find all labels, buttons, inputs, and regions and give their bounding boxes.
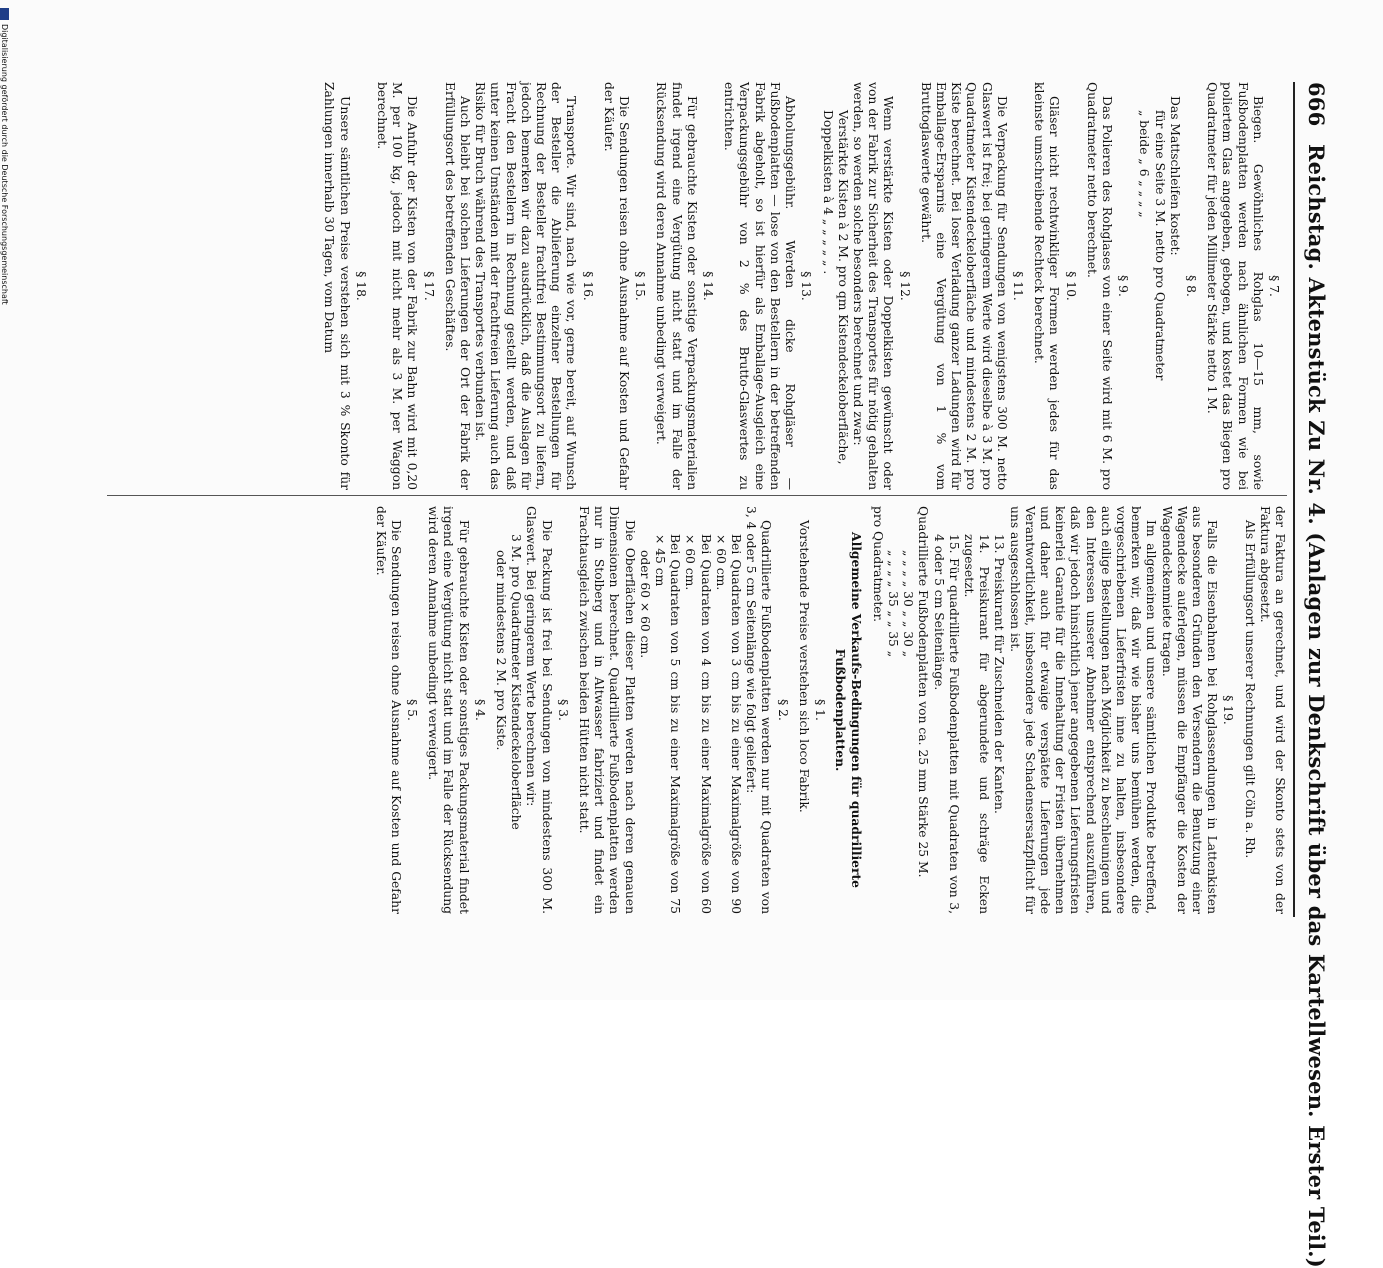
paragraph: Abholungsgebühr. Werden dicke Rohgläser — Fußbodenplatten — lose von den Bestellern in der betreffenden Fabrik abgeholt, so ist hierfür als Emballage-Ausgleich eine Verpackungsgebühr von 2 % des Brutto-Glaswertes zu entrichten. xyxy=(722,82,798,490)
list-line: Bei Quadraten von 4 cm bis zu einer Maximalgröße von 60 × 60 cm. xyxy=(683,534,713,914)
section-label: § 16. xyxy=(580,271,595,301)
list-line: 3 M. pro Quadratmeter Kistendeckeloberfläche xyxy=(509,534,524,830)
price-line: „ „ „ „ 30 „ „ 30 „ xyxy=(901,550,916,658)
section-label: § 14. xyxy=(701,271,716,301)
list-line: oder mindestens 2 M. pro Kiste. xyxy=(494,550,509,751)
paragraph: Falls die Eisenbahnen bei Rohglassendungen in Lattenkisten aus besonderen Gründen den Versendern die Benutzung einer Wagendecke auferlegen, müssen die Empfänger die Kosten der Wagendeckenmiete tragen. xyxy=(1159,506,1220,914)
list-line: Bei Quadraten von 5 cm bis zu einer Maximalgröße von 75 × 45 cm xyxy=(653,534,683,914)
list-item: 13. Preiskurant für Zuschneiden der Kanten. xyxy=(992,534,1007,814)
paragraph: Vorstehende Preise verstehen sich loco Fabrik. xyxy=(796,520,811,813)
section-heading: Allgemeine Verkaufs-Bedingungen für quadrillierte Fußbodenplatten. xyxy=(833,532,864,888)
paragraph: Die Sendungen reisen ohne Ausnahme auf Kosten und Gefahr der Käufer. xyxy=(601,82,632,490)
price-line: Quadrillierte Fußbodenplatten von ca. 25 mm Stärke 25 M. xyxy=(916,506,931,878)
paragraph: Wenn verstärkte Kisten oder Doppelkisten gewünscht oder von der Fabrik zur Sicherheit des Transportes für nötig gehalten werden, so werden solche besonders berechnet und zwar: xyxy=(850,82,896,490)
paragraph: Im allgemeinen und unsere sämtlichen Produkte betreffend, bemerken wir, daß wir wie bisher uns bemühen werden, die vorgeschriebenen Lieferfristen inne zu halten, insbesondere auch eilige Bestellungen nach Möglichkeit zu beschleunigen und den Interessen unserer Abnehmer entsprechend auszuführen, daß wir jedoch hinsichtlich jener angegebenen Lieferungsfristen keinerlei Garantie für die Innehaltung der Fristen übernehmen und daher auch für etwaige verspätete Lieferungen jede Verantwortlichkeit, insbesondere jede Schadensersatzpflicht für uns ausgeschlossen ist. xyxy=(1007,506,1159,914)
paragraph: Die Anfuhr der Kisten von der Fabrik zur Bahn wird mit 0,20 M. per 100 kg, jedoch mit nicht mehr als 3 M. per Waggon berechnet. xyxy=(375,82,420,490)
section-label: § 10. xyxy=(1063,271,1078,301)
list-line: „ beide „ 6 „ „ „ „ xyxy=(1137,110,1152,218)
paragraph: Biegen. Gewöhnliches Rohglas 10—15 mm, sowie Fußbodenplatten werden nach ähnlichen Formen wie bei poliertem Glas angegeben, gebogen, und kostet das Biegen pro Quadratmeter für jeden Millimeter Stärke netto 1 M. xyxy=(1205,82,1265,490)
paragraph: Die Oberflächen dieser Platten werden nach deren genauen Dimensionen berechnet. Quadrillierte Fußbodenplatten werden nur in Stolberg und in Altwasser fabriziert und findet ein Frachtausgleich zwischen beiden Hütten nicht statt. xyxy=(577,506,637,914)
section-label: § 8. xyxy=(1183,275,1198,297)
page-number: 666 xyxy=(1304,82,1329,127)
paragraph: Gläser nicht rechtwinkliger Formen werden jedes für das kleinste umschreibende Rechteck berechnet. xyxy=(1032,82,1062,490)
paragraph: Die Verpackung für Sendungen von wenigstens 300 M. netto Glaswert ist frei; bei geringerem Werte wird dieselbe à 3 M. pro Quadratmeter Kistendeckeloberfläche und mindestens 2 M. pro Kiste berechnet. Bei loser Verladung ganzer Ladungen wird für Emballage-Ersparnis eine Vergütung von 1 % vom Bruttoglaswerte gewährt. xyxy=(918,82,1009,490)
paragraph: Für gebrauchte Kisten oder sonstige Verpackungsmaterialien findet irgend eine Vergütung nicht statt und im Falle der Rücksendung wird deren Annahme unbedingt verweigert. xyxy=(654,82,699,490)
section-label: § 7. xyxy=(1267,275,1281,297)
list-item: 14. Preiskurant für abgerundete und schräge Ecken zugesetzt. xyxy=(961,534,992,914)
section-label: § 4. xyxy=(472,699,487,721)
footer-text: Digitalisierung gefördert durch die Deutsche Forschungsgemeinschaft xyxy=(0,24,9,305)
section-label: § 13. xyxy=(799,271,814,301)
list-line: für eine Seite 3 M. netto pro Quadratmeter xyxy=(1152,110,1167,381)
page-title: Reichstag. Aktenstück Zu Nr. 4. (Anlagen zur Denkschrift über das Kartellwesen. Erster Teil.) xyxy=(1304,144,1329,1268)
section-label: § 12. xyxy=(897,271,912,301)
list-line: Verstärkte Kisten à 2 M. pro qm Kistendeckeloberfläche, xyxy=(835,110,850,465)
section-label: § 3. xyxy=(555,699,570,721)
left-column xyxy=(321,82,1287,490)
section-label: § 5. xyxy=(405,699,420,721)
paragraph: Als Erfüllungsort unserer Rechnungen gilt Cöln a. Rh. xyxy=(1242,520,1257,859)
section-label: § 15. xyxy=(633,271,648,301)
column-divider xyxy=(107,495,1287,496)
section-label: § 1. xyxy=(813,699,828,721)
paragraph: Für gebrauchte Kisten oder sonstiges Packungsmaterial findet irgend eine Vergütung nicht statt und im Falle der Rücksendung wird deren Annahme unbedingt verweigert. xyxy=(426,506,471,914)
section-label: § 19. xyxy=(1221,695,1236,725)
paragraph: Quadrillierte Fußbodenplatten werden nur mit Quadraten von 3, 4 oder 5 cm Seitenlänge wie folgt geliefert: xyxy=(744,506,774,914)
paragraph: der Faktura an gerechnet, und wird der Skonto stets von der Faktura abgesetzt. xyxy=(1257,506,1287,914)
paragraph: Das Mattschleifen kostet: xyxy=(1167,96,1182,256)
section-label: § 11. xyxy=(1010,271,1025,301)
list-line: Bei Quadraten von 3 cm bis zu einer Maximalgröße von 90 × 60 cm. xyxy=(713,534,744,914)
list-line: oder 60 × 60 cm. xyxy=(637,550,652,659)
paragraph: Unsere sämtlichen Preise verstehen sich mit 3 % Skonto für Zahlungen innerhalb 30 Tagen, vom Datum xyxy=(322,82,352,490)
section-label: § 17. xyxy=(421,271,436,301)
paragraph: Die Sendungen reisen ohne Ausnahme auf Kosten und Gefahr der Käufer. xyxy=(373,506,403,914)
page-header xyxy=(1293,82,1335,1268)
list-line: Doppelkisten à 4 „ „ „ „ „ . xyxy=(820,110,835,275)
price-line: pro Quadratmeter. xyxy=(870,506,885,623)
section-label: § 9. xyxy=(1116,275,1131,297)
dfg-logo-icon xyxy=(0,8,9,20)
paragraph: Transporte. Wir sind, nach wie vor, gerne bereit, auf Wunsch der Besteller die Ablieferung einzelner Bestellungen für Rechnung der Besteller frachtfrei Bestimmungsort zu liefern, jedoch bemerken wir dazu ausdrücklich, daß die Auslagen für Fracht den Bestellern in Rechnung gestellt werden, und daß unter keinen Umständen mit der frachtfreien Lieferung auch das Risiko für Bruch während des Transportes verbunden ist. xyxy=(473,82,579,490)
digitization-footer xyxy=(0,8,9,305)
list-item: 15. Für quadrillierte Fußbodenplatten mit Quadraten von 3, 4 oder 5 cm Seitenlänge. xyxy=(931,534,961,914)
section-label: § 18. xyxy=(353,271,368,301)
paragraph: Die Packung ist frei bei Sendungen von mindestens 300 M. Glaswert. Bei geringerem Werte berechnen wir: xyxy=(524,506,554,914)
paragraph: Das Polieren des Rohglases von einer Seite wird mit 6 M. pro Quadratmeter netto berechnet. xyxy=(1084,82,1114,490)
paragraph: Auch bleibt bei solchen Lieferungen der Ort der Fabrik der Erfüllungsort des betreffenden Geschäftes. xyxy=(442,82,473,490)
right-column xyxy=(372,506,1287,914)
section-label: § 2. xyxy=(775,699,790,721)
price-line: „ „ „ „ 35 „ „ 35 „ xyxy=(885,550,900,658)
